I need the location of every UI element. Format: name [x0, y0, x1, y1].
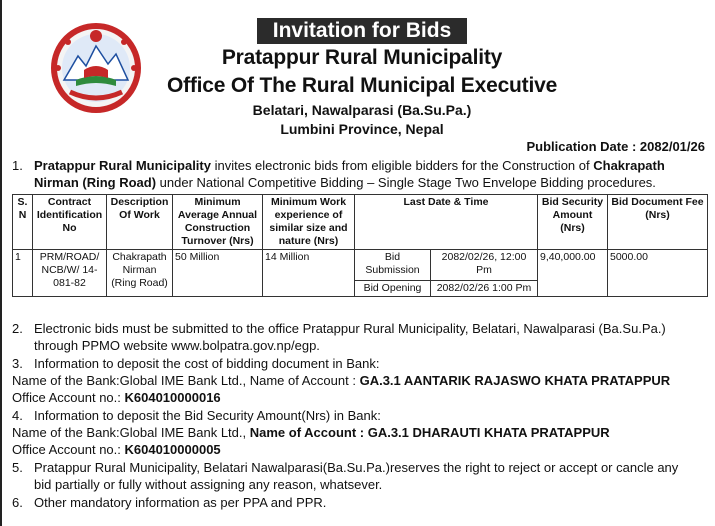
item-number: 2. — [12, 321, 23, 336]
item-number: 4. — [12, 408, 23, 423]
paragraph-text: Office Account no.: — [12, 390, 125, 405]
table-row — [13, 250, 708, 281]
header-turnover: Minimum Average Annual Construction Turnover (Nrs) — [173, 195, 263, 250]
item-number: 3. — [12, 356, 23, 371]
government-emblem-icon — [50, 22, 142, 114]
account-number: K604010000016 — [124, 390, 221, 405]
account-name: Name of Account : GA.3.1 DHARAUTI KHATA PRATAPPUR — [249, 425, 610, 440]
paragraph-4-line-3 — [12, 441, 221, 458]
paragraph-3-line-3 — [12, 389, 221, 406]
item-number: 1. — [12, 158, 23, 173]
paragraph-text: Office Account no.: — [12, 442, 125, 457]
cell-opening-label: Bid Opening — [355, 281, 431, 297]
paragraph-text: Pratappur Rural Municipality, Belatari Nawalparasi(Ba.Su.Pa.)reserves the right to reject or accept or cancle any — [34, 460, 679, 475]
account-name: GA.3.1 AANTARIK RAJASWO KHATA PRATAPPUR — [359, 373, 671, 388]
header-description: Description Of Work — [107, 195, 173, 250]
paragraph-text: Name of the Bank:Global IME Bank Ltd., — [12, 425, 250, 440]
publication-date-label: Publication Date : — [526, 139, 637, 154]
project-name: Nirman (Ring Road) — [34, 175, 157, 190]
header-last-date: Last Date & Time — [355, 195, 538, 250]
item-number: 6. — [12, 495, 23, 510]
bids-table — [12, 194, 708, 297]
header-doc-fee: Bid Document Fee (Nrs) — [608, 195, 708, 250]
paragraph-4-line-2 — [12, 424, 610, 441]
paragraph-6-line-1 — [12, 494, 326, 511]
project-name: Chakrapath — [593, 158, 665, 173]
cell-submission-value: 2082/02/26, 12:00 Pm — [431, 250, 538, 281]
paragraph-4-line-1 — [12, 407, 381, 424]
paragraph-text: Name of the Bank:Global IME Bank Ltd., Name of Account : — [12, 373, 360, 388]
municipality-title: Pratappur Rural Municipality — [221, 46, 503, 69]
cell-contract: PRM/ROAD/ NCB/W/ 14-081-82 — [33, 250, 107, 297]
paragraph-text: under National Competitive Bidding – Single Stage Two Envelope Bidding procedures. — [156, 175, 656, 190]
paragraph-2-line-2: through PPMO website www.bolpatra.gov.np/egp. — [34, 338, 320, 353]
header-contract: Contract Identification No — [33, 195, 107, 250]
paragraph-text: Electronic bids must be submitted to the office Pratappur Rural Municipality, Belatari, Nawalparasi (Ba.Su.Pa.) — [34, 321, 666, 336]
paragraph-text: Information to deposit the Bid Security Amount(Nrs) in Bank: — [34, 408, 381, 423]
office-title: Office Of The Rural Municipal Executive — [166, 74, 558, 97]
paragraph-5-line-1 — [12, 459, 678, 476]
paragraph-1-line-2 — [34, 174, 656, 191]
municipality-name: Pratappur Rural Municipality — [34, 158, 211, 173]
paragraph-text: Information to deposit the cost of bidding document in Bank: — [34, 356, 380, 371]
header-bid-security: Bid Security Amount (Nrs) — [538, 195, 608, 250]
address-line-2: Lumbini Province, Nepal — [280, 121, 444, 137]
paragraph-text: Other mandatory information as per PPA and PPR. — [34, 495, 327, 510]
cell-sn: 1 — [13, 250, 33, 297]
cell-doc-fee: 5000.00 — [608, 250, 708, 297]
publication-date — [527, 139, 706, 154]
header-experience: Minimum Work experience of similar size and nature (Nrs) — [263, 195, 355, 250]
paragraph-3-line-1 — [12, 355, 379, 372]
paragraph-2-line-1 — [12, 320, 666, 337]
address-line-1: Belatari, Nawalparasi (Ba.Su.Pa.) — [252, 102, 472, 118]
notice-banner: Invitation for Bids — [257, 18, 467, 44]
cell-bid-security: 9,40,000.00 — [538, 250, 608, 297]
paragraph-text: invites electronic bids from eligible bidders for the Construction of — [210, 158, 594, 173]
cell-experience: 14 Million — [263, 250, 355, 297]
item-number: 5. — [12, 460, 23, 475]
paragraph-5-line-2: bid partially or fully without assigning any reason, whatsever. — [34, 477, 383, 492]
cell-turnover: 50 Million — [173, 250, 263, 297]
paragraph-3-line-2 — [12, 372, 670, 389]
table-header-row — [13, 195, 708, 250]
cell-opening-value: 2082/02/26 1:00 Pm — [431, 281, 538, 297]
cell-description: Chakrapath Nirman (Ring Road) — [107, 250, 173, 297]
cell-submission-label: Bid Submission — [355, 250, 431, 281]
paragraph-1-line-1 — [12, 157, 665, 174]
header-sn: S. N — [13, 195, 33, 250]
publication-date-value: 2082/01/26 — [639, 139, 705, 154]
account-number: K604010000005 — [124, 442, 221, 457]
